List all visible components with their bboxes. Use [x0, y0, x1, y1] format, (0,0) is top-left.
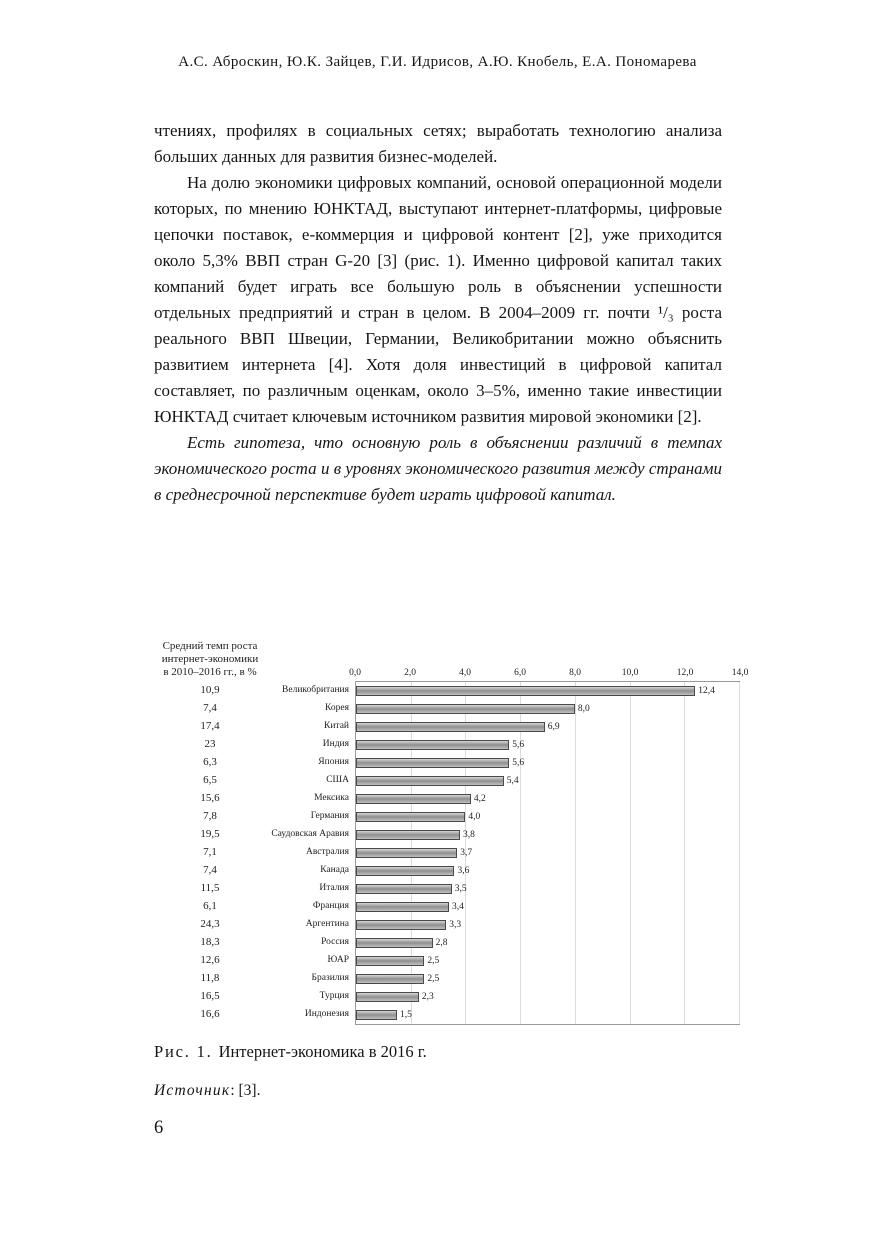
- bar: [356, 740, 509, 750]
- growth-rate-value: 15,6: [200, 792, 220, 804]
- bar-value-label: 6,9: [547, 722, 560, 732]
- bar-value-label: 3,5: [454, 884, 467, 894]
- bar-value-label: 8,0: [577, 704, 590, 714]
- bar-row: [356, 736, 739, 754]
- bar: [356, 1010, 397, 1020]
- bar-value-label: 3,3: [449, 920, 462, 930]
- bar-value-label: 5,6: [512, 740, 525, 750]
- bar-value-label: 1,5: [400, 1010, 412, 1020]
- bar: [356, 812, 465, 822]
- growth-rate-value: 7,8: [203, 810, 217, 822]
- bar-row: [356, 916, 739, 934]
- growth-rate-value: 6,5: [203, 774, 217, 786]
- growth-rate-value: 7,4: [203, 702, 217, 714]
- bar: [356, 938, 433, 948]
- growth-rate-value: 16,5: [200, 990, 220, 1002]
- growth-rate-value: 10,9: [200, 684, 220, 696]
- body-text: [154, 118, 722, 508]
- bar-row: [356, 988, 739, 1006]
- bar: [356, 794, 471, 804]
- bar-value-label: 3,4: [452, 902, 464, 912]
- bar-row: [356, 718, 739, 736]
- plot-area: [355, 681, 740, 1025]
- x-tick-label: 14,0: [731, 668, 749, 678]
- country-label: Индия: [322, 739, 349, 749]
- gridline: [739, 682, 740, 1024]
- figure-caption-label: Рис. 1.: [154, 1042, 213, 1061]
- bar-value-label: 2,8: [435, 938, 448, 948]
- bar-value-label: 4,0: [468, 812, 481, 822]
- growth-rate-column: [155, 681, 265, 1025]
- bar-value-label: 2,5: [427, 974, 440, 984]
- bar-row: [356, 1006, 739, 1024]
- left-axis-title-line: Средний темп роста: [162, 640, 258, 652]
- x-tick-label: 4,0: [459, 668, 471, 678]
- bar: [356, 920, 446, 930]
- bar-row: [356, 898, 739, 916]
- x-tick-label: 6,0: [514, 668, 526, 678]
- bar-series: [356, 682, 739, 1024]
- bar-value-label: 2,3: [421, 992, 434, 1002]
- bar: [356, 830, 460, 840]
- country-label: Корея: [325, 703, 349, 713]
- bar: [356, 956, 424, 966]
- country-label: Аргентина: [305, 919, 349, 929]
- country-label: США: [326, 775, 349, 785]
- growth-rate-value: 16,6: [200, 1008, 220, 1020]
- bar-value-label: 2,5: [427, 956, 440, 966]
- bar: [356, 776, 504, 786]
- growth-rate-value: 18,3: [200, 936, 220, 948]
- bar: [356, 884, 452, 894]
- bar: [356, 704, 575, 714]
- x-tick-label: 0,0: [349, 668, 361, 678]
- growth-rate-value: 23: [204, 738, 216, 750]
- paragraph-continuation: чтениях, профилях в социальных сетях; выработать технологию анализа больших данных для развития бизнес-моделей.: [154, 121, 722, 166]
- country-label: Индонезия: [304, 1009, 349, 1019]
- country-label: Саудовская Аравия: [271, 829, 349, 839]
- bar-row: [356, 808, 739, 826]
- bar-row: [356, 844, 739, 862]
- paragraph-hypothesis: Есть гипотеза, что основную роль в объяснении различий в темпах экономического роста и в уровнях экономического развития между странами в среднесрочной перспективе будет играть цифровой капитал.: [154, 433, 722, 504]
- figure-caption-text: Интернет-экономика в 2016 г.: [218, 1042, 427, 1061]
- bar-row: [356, 934, 739, 952]
- growth-rate-value: 6,3: [203, 756, 217, 768]
- bar-value-label: 3,8: [462, 830, 475, 840]
- authors-header: А.С. Аброскин, Ю.К. Зайцев, Г.И. Идрисов, А.Ю. Кнобель, Е.А. Пономарева: [178, 54, 697, 70]
- figure-source-reference: : [3].: [230, 1082, 261, 1099]
- left-axis-title: [155, 640, 265, 679]
- bar-row: [356, 772, 739, 790]
- country-label: Германия: [310, 811, 349, 821]
- country-label: Австралия: [305, 847, 349, 857]
- growth-rate-value: 6,1: [203, 900, 217, 912]
- growth-rate-value: 11,5: [200, 882, 220, 894]
- bar-row: [356, 880, 739, 898]
- bar: [356, 686, 695, 696]
- country-label: Великобритания: [282, 685, 349, 695]
- growth-rate-value: 24,3: [200, 918, 220, 930]
- x-tick-label: 8,0: [569, 668, 581, 678]
- country-labels-column: [265, 681, 355, 1025]
- bar: [356, 992, 419, 1002]
- country-label: Бразилия: [311, 973, 349, 983]
- growth-rate-value: 7,4: [203, 864, 217, 876]
- bar-value-label: 3,6: [457, 866, 470, 876]
- paragraph-digital-economy: На долю экономики цифровых компаний, основой операционной модели которых, по мнению ЮНКТАД, выступают интернет-платформы, цифровые цепочки поставок, е-коммерция и цифровой контент [2], уже приходится около 5,3% ВВП стран G-20 [3] (рис. 1). Именно цифровой капитал таких компаний будет играть все большую роль в объяснении успешности отдельных предприятий и стран в целом. В 2004–2009 гг. почти ¹/₃ роста реального ВВП Швеции, Германии, Великобритании можно объяснить развитием интернета [4]. Хотя доля инвестиций в цифровой капитал составляет, по различным оценкам, около 3–5%, именно такие инвестиции ЮНКТАД считает ключевым источником развития мировой экономики [2].: [154, 173, 722, 426]
- country-label: Россия: [321, 937, 349, 947]
- bar-row: [356, 862, 739, 880]
- bar-value-label: 5,6: [512, 758, 525, 768]
- bar-row: [356, 754, 739, 772]
- country-label: Канада: [320, 865, 349, 875]
- x-tick-label: 12,0: [676, 668, 694, 678]
- left-axis-title-line: интернет-экономики: [161, 653, 259, 665]
- country-label: Франция: [312, 901, 349, 911]
- bar-value-label: 12,4: [698, 686, 715, 696]
- bar: [356, 848, 457, 858]
- left-axis-title-line: в 2010–2016 гг., в %: [163, 666, 257, 678]
- bar: [356, 866, 454, 876]
- bar: [356, 902, 449, 912]
- country-label: Италия: [319, 883, 349, 893]
- bar-row: [356, 790, 739, 808]
- x-tick-label: 2,0: [404, 668, 416, 678]
- growth-rate-value: 12,6: [200, 954, 220, 966]
- bar-value-label: 3,7: [460, 848, 473, 858]
- growth-rate-value: 7,1: [203, 846, 217, 858]
- country-label: Япония: [318, 757, 349, 767]
- bar-value-label: 4,2: [473, 794, 486, 804]
- figure-source-label: Источник: [154, 1082, 231, 1099]
- figure-source: [154, 1082, 260, 1100]
- bar: [356, 722, 545, 732]
- growth-rate-value: 19,5: [200, 828, 220, 840]
- growth-rate-value: 11,8: [200, 972, 220, 984]
- bar-row: [356, 700, 739, 718]
- bar: [356, 974, 424, 984]
- country-label: ЮАР: [327, 955, 349, 965]
- bar-row: [356, 826, 739, 844]
- figure-1-chart: [155, 640, 749, 1025]
- growth-rate-value: 17,4: [200, 720, 220, 732]
- bar-value-label: 5,4: [506, 776, 519, 786]
- country-label: Китай: [324, 721, 349, 731]
- x-axis-tick-labels: [349, 665, 749, 679]
- page-number: 6: [154, 1118, 164, 1138]
- x-tick-label: 10,0: [621, 668, 639, 678]
- bar-row: [356, 952, 739, 970]
- chart-body: [155, 681, 740, 1025]
- country-label: Турция: [319, 991, 349, 1001]
- country-label: Мексика: [314, 793, 349, 803]
- bar-row: [356, 970, 739, 988]
- bar: [356, 758, 509, 768]
- figure-caption: [154, 1042, 427, 1062]
- chart-header-row: [155, 640, 749, 679]
- bar-row: [356, 682, 739, 700]
